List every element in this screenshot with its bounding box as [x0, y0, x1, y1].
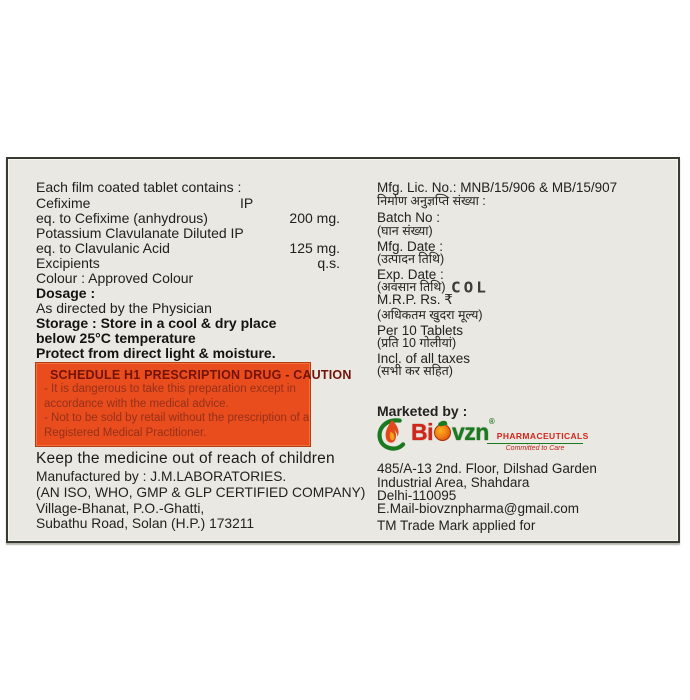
manufacturer-line-2: (AN ISO, WHO, GMP & GLP CERTIFIED COMPANY): [36, 485, 366, 500]
caution-line: - Not to be sold by retail without the prescription of a: [44, 412, 310, 425]
biovzn-logo: [375, 413, 605, 459]
brand-tagline: Committed to Care: [487, 443, 583, 452]
email-line: E.Mail-biovznpharma@gmail.com: [377, 501, 580, 516]
caution-line: - It is dangerous to take this preparation except in: [44, 383, 296, 395]
trademark-line: TM Trade Mark applied for: [377, 518, 536, 533]
fruit-o-icon: [434, 424, 451, 441]
ingredient-row: Cefixime IP: [36, 195, 254, 211]
ingredient-row: Potassium Clavulanate Diluted IP: [36, 225, 244, 241]
storage-line-3: Protect from direct light & moisture.: [36, 345, 276, 361]
caution-title: SCHEDULE H1 PRESCRIPTION DRUG - CAUTION: [50, 368, 352, 382]
wordmark-bi: Bi: [411, 419, 433, 445]
caution-line: accordance with the medical advice.: [44, 397, 229, 410]
storage-line-2: below 25°C temperature: [36, 330, 196, 346]
mrp-label: M.R.P. Rs. ₹: [377, 292, 453, 307]
ingredient-row: Excipients q.s.: [36, 255, 340, 271]
ingredient-amount: q.s.: [317, 255, 340, 271]
manufacturer-line-1: Manufactured by : J.M.LABORATORIES.: [36, 469, 287, 484]
dosage-label: Dosage :: [36, 285, 96, 301]
storage-line-1: Storage : Store in a cool & dry place: [36, 315, 277, 331]
wordmark-vzn: vzn: [452, 419, 489, 445]
mfg-licence-number: Mfg. Lic. No.: MNB/15/906 & MB/15/907: [377, 180, 618, 195]
ingredient-amount: 125 mg.: [289, 240, 340, 256]
registered-mark: ®: [488, 417, 495, 426]
composition-heading: Each film coated tablet contains :: [36, 179, 242, 195]
ingredient-row: eq. to Cefixime (anhydrous) 200 mg.: [36, 210, 340, 226]
mrp-ink-stamp: COL: [451, 278, 489, 297]
batch-no-hindi: (घान संख्या): [377, 224, 433, 238]
exp-date-hindi: (अवसान तिथि): [377, 280, 446, 294]
batch-no-label: Batch No :: [377, 210, 441, 225]
dosage-text: As directed by the Physician: [36, 300, 212, 316]
biovzn-wordmark: [411, 419, 589, 446]
per-tablets-line: Per 10 Tablets: [377, 323, 464, 338]
address-line-3: Delhi-110095: [377, 488, 457, 503]
keep-away-warning: Keep the medicine out of reach of children: [36, 450, 335, 467]
ingredient-row: eq. to Clavulanic Acid 125 mg.: [36, 240, 340, 256]
marketed-by-label: Marketed by :: [377, 403, 468, 419]
mrp-hindi: (अधिकतम खुदरा मूल्य): [377, 308, 483, 322]
taxes-line: Incl. of all taxes: [377, 351, 471, 366]
mfg-date-label: Mfg. Date :: [377, 239, 444, 254]
mfg-date-hindi: (उत्पादन तिथि): [377, 252, 445, 266]
pharmaceuticals-text: PHARMACEUTICALS: [496, 431, 589, 441]
per-tablets-hindi: (प्रति 10 गोलीयां): [377, 336, 457, 350]
caution-line: Registered Medical Practitioner.: [44, 426, 207, 439]
schedule-h1-caution-box: [35, 362, 352, 447]
pharmacopoeia-mark: IP: [240, 195, 254, 211]
manufacturer-line-4: Subathu Road, Solan (H.P.) 173211: [36, 516, 255, 531]
flame-leaf-icon: [375, 415, 409, 460]
taxes-hindi: (सभी कर सहित): [377, 364, 453, 378]
address-line-2: Industrial Area, Shahdara: [377, 475, 530, 490]
medicine-label-panel: [6, 157, 680, 543]
address-line-1: 485/A-13 2nd. Floor, Dilshad Garden: [377, 461, 597, 476]
colour-line: Colour : Approved Colour: [36, 270, 194, 286]
ingredient-amount: 200 mg.: [289, 210, 340, 226]
mfg-licence-hindi: निर्माण अनुज्ञप्ति संख्या :: [377, 194, 486, 208]
exp-date-label: Exp. Date :: [377, 267, 444, 282]
manufacturer-line-3: Village-Bhanat, P.O.-Ghatti,: [36, 501, 205, 516]
